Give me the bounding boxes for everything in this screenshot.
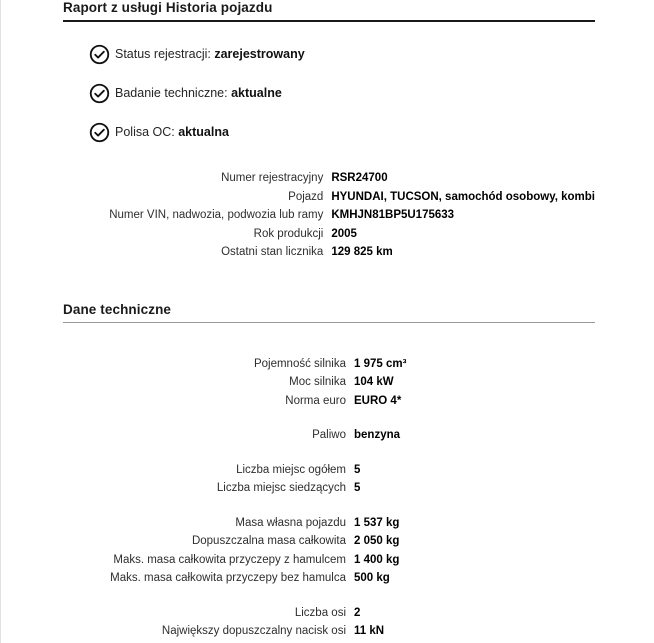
gap-cell bbox=[354, 410, 595, 426]
spec-label: Największy dopuszczalny nacisk osi bbox=[161, 625, 346, 637]
spec-value: HYUNDAI, TUCSON, samochód osobowy, kombi bbox=[331, 190, 595, 203]
status-label: Polisa OC: bbox=[115, 125, 175, 139]
spec-label: Dopuszczalna masa całkowita bbox=[191, 535, 346, 547]
technical-data-table bbox=[63, 355, 595, 641]
status-value: aktualna bbox=[178, 125, 229, 139]
spec-value: 500 kg bbox=[354, 572, 390, 584]
vehicle-info-table bbox=[63, 169, 595, 262]
status-text bbox=[115, 83, 282, 104]
spec-value: KMHJN81BP5U175633 bbox=[331, 209, 455, 221]
status-row bbox=[89, 122, 595, 143]
gap-cell bbox=[354, 498, 595, 514]
spec-label: Numer VIN, nadwozia, podwozia lub ramy bbox=[109, 209, 324, 221]
spec-label: Norma euro bbox=[285, 394, 346, 407]
spec-value: 129 825 km bbox=[331, 246, 393, 258]
page-title: Raport z usługi Historia pojazdu bbox=[63, 0, 273, 15]
spec-value: RSR24700 bbox=[331, 172, 388, 184]
spec-value: 2 bbox=[354, 606, 361, 619]
spec-label: Pojazd bbox=[288, 190, 324, 203]
spec-value: 104 kW bbox=[354, 376, 394, 388]
spec-row bbox=[63, 622, 595, 641]
spec-value: 5 bbox=[354, 482, 361, 494]
spec-row bbox=[63, 206, 595, 225]
spec-row bbox=[63, 514, 595, 533]
check-circle-icon bbox=[89, 122, 110, 143]
spec-value: 1 400 kg bbox=[354, 553, 400, 566]
spec-row bbox=[63, 461, 595, 480]
status-text bbox=[115, 122, 229, 143]
spec-label: Maks. masa całkowita przyczepy z hamulcem bbox=[113, 553, 346, 566]
spec-row bbox=[63, 551, 595, 570]
gap-cell bbox=[354, 445, 595, 461]
spec-label: Pojemność silnika bbox=[253, 357, 346, 370]
status-value: aktualne bbox=[231, 86, 282, 100]
spec-label: Masa własna pojazdu bbox=[235, 516, 346, 529]
gap-cell bbox=[63, 445, 354, 461]
spec-label: Liczba miejsc siedzących bbox=[216, 482, 346, 494]
report-content bbox=[63, 0, 595, 641]
spec-label: Paliwo bbox=[312, 429, 346, 441]
spec-label: Liczba osi bbox=[294, 606, 346, 619]
status-label: Status rejestracji: bbox=[115, 47, 211, 61]
spec-row bbox=[63, 373, 595, 392]
spec-label: Rok produkcji bbox=[253, 227, 324, 240]
status-label: Badanie techniczne: bbox=[115, 86, 228, 100]
spec-row bbox=[63, 355, 595, 374]
gap-cell bbox=[63, 410, 354, 426]
status-text bbox=[115, 44, 305, 65]
spec-label: Moc silnika bbox=[289, 376, 346, 388]
spec-value: 11 kN bbox=[354, 625, 385, 637]
status-row bbox=[89, 44, 595, 65]
technical-section-title: Dane techniczne bbox=[63, 301, 172, 317]
spec-group-gap bbox=[63, 410, 595, 426]
spec-row bbox=[63, 532, 595, 551]
status-list bbox=[63, 44, 595, 143]
spec-row bbox=[63, 569, 595, 588]
spec-label: Liczba miejsc ogółem bbox=[236, 463, 346, 476]
spec-group-gap bbox=[63, 445, 595, 461]
gap-cell bbox=[63, 498, 354, 514]
spec-label: Numer rejestracyjny bbox=[221, 172, 324, 184]
spec-row bbox=[63, 169, 595, 188]
technical-section-divider bbox=[63, 322, 595, 323]
spec-row bbox=[63, 392, 595, 411]
status-row bbox=[89, 83, 595, 104]
spec-value: 2 050 kg bbox=[354, 535, 400, 547]
gap-cell bbox=[354, 588, 595, 604]
spec-row bbox=[63, 188, 595, 207]
spec-row bbox=[63, 225, 595, 244]
spec-row bbox=[63, 479, 595, 498]
spec-value: 2005 bbox=[331, 227, 357, 240]
spec-group-gap bbox=[63, 498, 595, 514]
title-divider bbox=[63, 20, 595, 22]
check-circle-icon bbox=[89, 83, 110, 104]
spec-value: 1 975 cm³ bbox=[354, 357, 407, 370]
status-value: zarejestrowany bbox=[214, 47, 305, 61]
spec-group-gap bbox=[63, 588, 595, 604]
check-circle-icon bbox=[89, 44, 110, 65]
gap-cell bbox=[63, 588, 354, 604]
spec-row bbox=[63, 426, 595, 445]
spec-value: benzyna bbox=[354, 429, 401, 441]
spec-row bbox=[63, 604, 595, 623]
spec-label: Maks. masa całkowita przyczepy bez hamulca bbox=[110, 572, 346, 584]
spec-label: Ostatni stan licznika bbox=[221, 246, 324, 258]
spec-value: EURO 4* bbox=[354, 394, 402, 407]
spec-value: 1 537 kg bbox=[354, 516, 400, 529]
spec-row bbox=[63, 243, 595, 262]
spec-value: 5 bbox=[354, 463, 361, 476]
